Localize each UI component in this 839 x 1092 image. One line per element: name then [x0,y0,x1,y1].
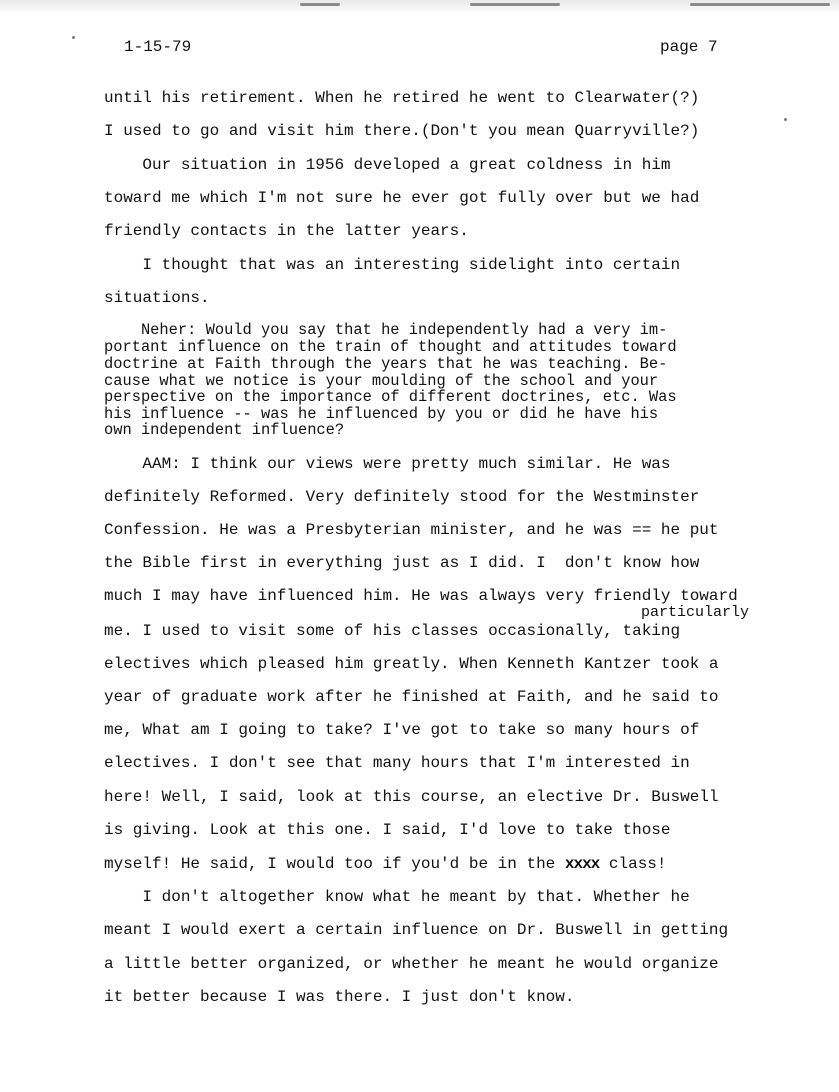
text-line: own independent influence? [104,421,345,439]
text-line: me. I used to visit some of his classes occasionally, taking [104,622,681,640]
text-line: electives. I don't see that many hours that I'm interested in [104,754,690,772]
text-line: Our situation in 1956 developed a great coldness in him [104,156,671,174]
text-line: toward me which I'm not sure he ever got fully over but we had [104,189,700,207]
text-line: it better because I was there. I just don't know. [104,988,575,1006]
text-line: here! Well, I said, look at this course, an elective Dr. Buswell [104,788,719,806]
page-date: 1-15-79 [124,38,192,56]
text-line: much I may have influenced him. He was always very friendly toward [104,587,738,605]
text-line: doctrine at Faith through the years that he was teaching. Be- [104,355,668,373]
text-line: cause what we notice is your moulding of the school and your [104,372,659,390]
scan-mark [470,3,560,6]
text-line: friendly contacts in the latter years. [104,222,469,240]
text-line: until his retirement. When he retired he went to Clearwater(?) [104,89,700,107]
page-number: page 7 [660,38,718,56]
text-line: situations. [104,289,210,307]
scan-speck [784,118,787,121]
text-line: Neher: Would you say that he independently had a very im- [104,321,668,339]
text-line: his influence -- was he influenced by you or did he have his [104,405,659,423]
text-line: is giving. Look at this one. I said, I'd love to take those [104,821,671,839]
handwritten-insert: particularly [641,604,750,621]
text-line: I thought that was an interesting sidelight into certain [104,256,681,274]
text-line: me, What am I going to take? I've got to take so many hours of [104,721,700,739]
struck-text: xxxx [564,855,600,873]
text-line: definitely Reformed. Very definitely stood for the Westminster [104,488,700,506]
text-line [104,855,667,873]
text-line: the Bible first in everything just as I did. I don't know how [104,554,700,572]
text-line: meant I would exert a certain influence on Dr. Buswell in getting [104,921,729,939]
text-line: a little better organized, or whether he meant he would organize [104,955,719,973]
text-line: AAM: I think our views were pretty much similar. He was [104,455,671,473]
scan-mark [300,3,340,6]
text-line: Confession. He was a Presbyterian minister, and he was == he put [104,521,719,539]
text-segment: myself! He said, I would too if you'd be in the [104,855,565,873]
text-line: year of graduate work after he finished at Faith, and he said to [104,688,719,706]
text-line: I don't altogether know what he meant by that. Whether he [104,888,690,906]
text-line: electives which pleased him greatly. When Kenneth Kantzer took a [104,655,719,673]
scan-mark [690,3,830,6]
text-line: I used to go and visit him there.(Don't you mean Quarryville?) [104,122,700,140]
scan-speck [72,36,75,39]
text-line: perspective on the importance of different doctrines, etc. Was [104,388,677,406]
text-segment: class! [599,855,667,873]
text-line: portant influence on the train of thought and attitudes toward [104,338,677,356]
